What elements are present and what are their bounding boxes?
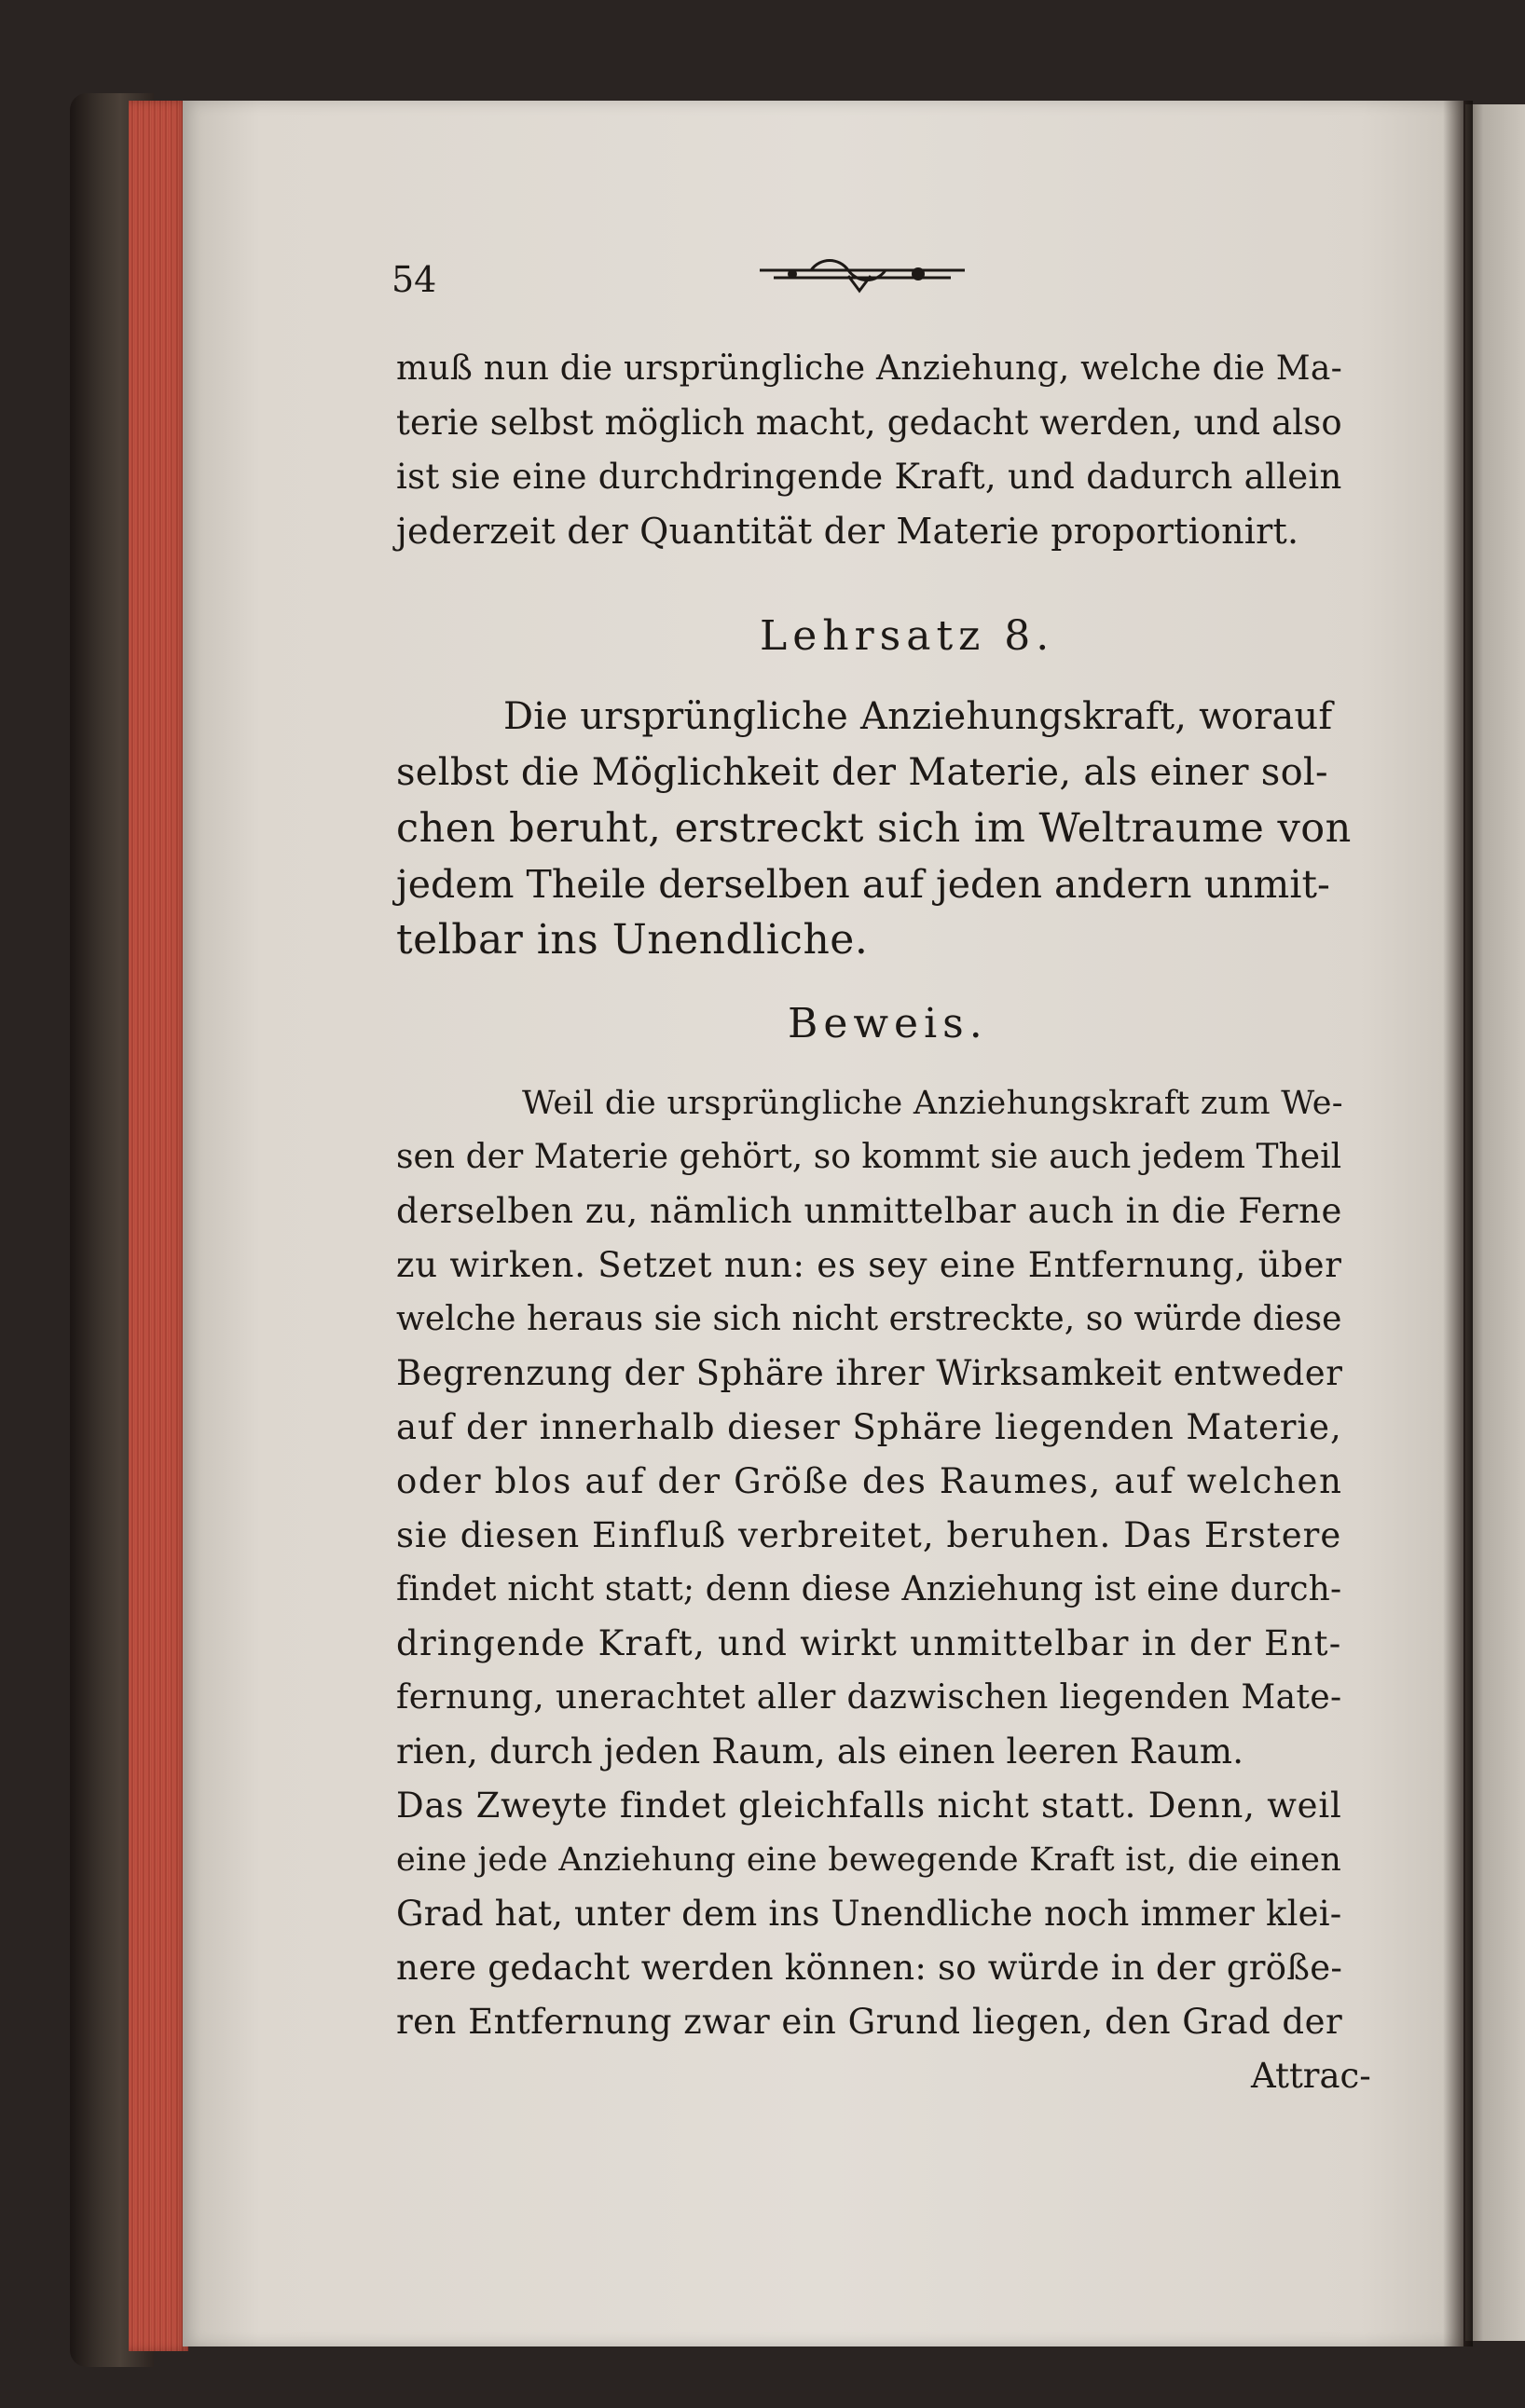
proof-line: oder blos auf der Größe des Raumes, auf welchen	[396, 1461, 1343, 1501]
thesis-line: Die ursprüngliche Anziehungskraft, worauf	[503, 695, 1333, 738]
proof-line: sie diesen Einfluß verbreitet, beruhen. Das Erstere	[396, 1515, 1342, 1555]
proof-line: derselben zu, nämlich unmittelbar auch in die Ferne	[396, 1191, 1343, 1231]
proof-line: dringende Kraft, und wirkt unmittelbar in der Ent-	[396, 1623, 1342, 1663]
proof-line: Das Zweyte findet gleichfalls nicht statt. Denn, weil	[396, 1785, 1342, 1826]
proof-line: fernung, unerachtet aller dazwischen liegenden Mate-	[396, 1678, 1342, 1717]
intro-line: ist sie eine durchdringende Kraft, und dadurch allein	[396, 457, 1342, 497]
proof-line: zu wirken. Setzet nun: es sey eine Entfernung, über	[396, 1245, 1342, 1285]
proof-line: eine jede Anziehung eine bewegende Kraft ist, die einen	[396, 1841, 1341, 1879]
proof-line: auf der innerhalb dieser Sphäre liegenden Materie,	[396, 1407, 1342, 1447]
proof-line: Grad hat, unter dem ins Unendliche noch immer klei-	[396, 1894, 1342, 1934]
intro-line: muß nun die ursprüngliche Anziehung, welche die Ma-	[396, 349, 1343, 388]
intro-line: terie selbst möglich macht, gedacht werden, und also	[396, 403, 1342, 443]
red-page-edges	[129, 101, 188, 2351]
proof-line: sen der Materie gehört, so kommt sie auch jedem Theil	[396, 1138, 1342, 1176]
section-heading-lehrsatz: Lehrsatz 8.	[760, 612, 1055, 660]
section-heading-beweis: Beweis.	[788, 1000, 988, 1047]
proof-line: findet nicht statt; denn diese Anziehung ist eine durch-	[396, 1570, 1342, 1608]
proof-line: welche heraus sie sich nicht erstreckte, so würde diese	[396, 1300, 1342, 1338]
page-number: 54	[392, 259, 437, 300]
facing-page-edge	[1465, 104, 1525, 2341]
catchword: Attrac-	[1251, 2056, 1371, 2096]
thesis-line: selbst die Möglichkeit der Materie, als einer sol-	[396, 751, 1328, 794]
thesis-line: telbar ins Unendliche.	[396, 916, 869, 964]
proof-line: nere gedacht werden können: so würde in der größe-	[396, 1948, 1343, 1988]
thesis-line: jedem Theile derselben auf jeden andern unmit-	[396, 862, 1330, 907]
header-ornament-icon	[755, 250, 969, 296]
thesis-line: chen beruht, erstreckt sich im Weltraume von	[396, 805, 1352, 852]
proof-line: Weil die ursprüngliche Anziehungskraft zum We-	[522, 1085, 1343, 1122]
proof-line: Begrenzung der Sphäre ihrer Wirksamkeit entweder	[396, 1353, 1343, 1393]
page-gutter	[1443, 101, 1473, 2346]
proof-line: ren Entfernung zwar ein Grund liegen, den Grad der	[396, 2002, 1343, 2042]
intro-line: jederzeit der Quantität der Materie proportionirt.	[396, 511, 1299, 552]
proof-line: rien, durch jeden Raum, als einen leeren Raum.	[396, 1731, 1244, 1772]
